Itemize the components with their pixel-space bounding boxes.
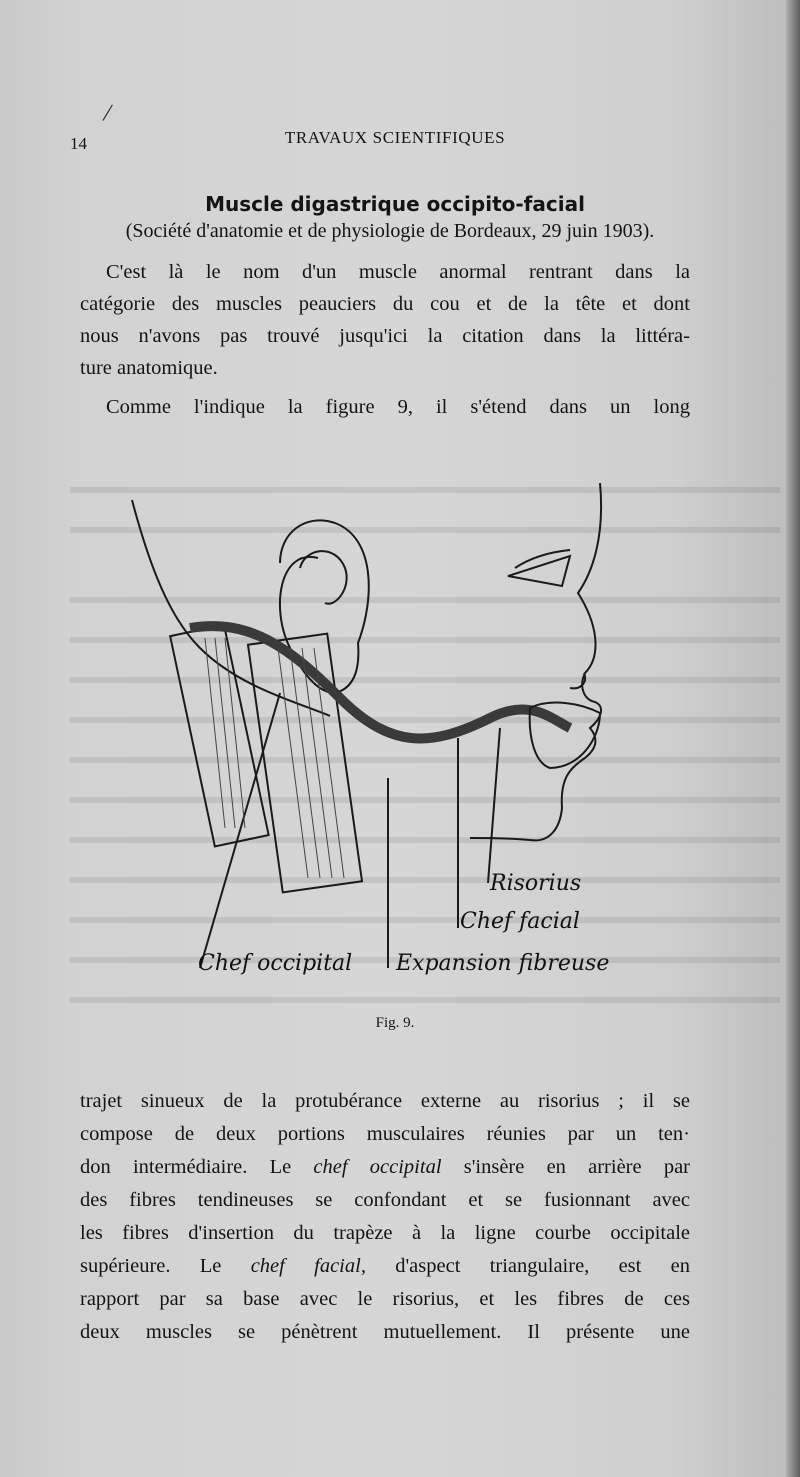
body-line-8: deux muscles se pénètrent mutuellement. Il présente une bbox=[80, 1321, 690, 1343]
body-line-5: les fibres d'insertion du trapèze à la ligne courbe occipitale bbox=[80, 1222, 690, 1244]
label-chef-occipital: Chef occipital bbox=[198, 951, 353, 976]
section-title: Muscle digastrique occipito-facial bbox=[205, 192, 585, 216]
running-head: TRAVAUX SCIENTIFIQUES bbox=[284, 128, 506, 147]
intro-line-5: Comme l'indique la figure 9, il s'étend dans un long bbox=[106, 396, 690, 418]
body-line-6-start: supérieure. Le bbox=[80, 1255, 251, 1277]
chef-facial-term: chef facial, bbox=[250, 1255, 366, 1277]
intro-line-3: nous n'avons pas trouvé jusqu'ici la citation dans la littéra- bbox=[80, 325, 690, 347]
body-line-3 bbox=[80, 1151, 690, 1183]
body-line-6-end: d'aspect triangulaire, est en bbox=[365, 1255, 690, 1277]
intro-line-4: ture anatomique. bbox=[80, 357, 218, 379]
body-line-6 bbox=[80, 1250, 690, 1282]
body-line-2: compose de deux portions musculaires réunies par un ten· bbox=[80, 1123, 690, 1145]
pencil-mark: / bbox=[101, 97, 115, 128]
anatomical-figure bbox=[130, 478, 650, 1008]
label-expansion-fibreuse: Expansion fibreuse bbox=[396, 951, 610, 976]
head-illustration bbox=[130, 478, 650, 1008]
page-edge-shadow bbox=[786, 0, 800, 1477]
head-outline bbox=[132, 500, 330, 716]
label-risorius: Risorius bbox=[490, 871, 582, 896]
leader-risorius bbox=[488, 728, 500, 883]
body-line-1: trajet sinueux de la protubérance externe au risorius ; il se bbox=[80, 1090, 690, 1112]
trapezius-muscle bbox=[170, 625, 268, 847]
face-profile bbox=[470, 483, 601, 840]
chef-occipital-term: chef occipital bbox=[313, 1156, 442, 1178]
intro-line-2: catégorie des muscles peauciers du cou et de la tête et dont bbox=[80, 293, 690, 315]
figure-caption: Fig. 9. bbox=[375, 1015, 415, 1031]
body-line-7: rapport par sa base avec le risorius, et les fibres de ces bbox=[80, 1288, 690, 1310]
ear-inner bbox=[300, 551, 347, 604]
body-line-3-end: s'insère en arrière par bbox=[441, 1156, 690, 1178]
body-line-3-start: don intermédiaire. Le bbox=[80, 1156, 314, 1178]
body-line-4: des fibres tendineuses se confondant et se fusionnant avec bbox=[80, 1189, 690, 1211]
label-chef-facial: Chef facial bbox=[460, 909, 580, 934]
eye-outline bbox=[508, 556, 570, 586]
ear-outline bbox=[280, 520, 369, 693]
section-subtitle: (Société d'anatomie et de physiologie de Bordeaux, 29 juin 1903). bbox=[125, 220, 655, 242]
page-number: 14 bbox=[70, 134, 87, 153]
intro-line-1: C'est là le nom d'un muscle anormal rentrant dans la bbox=[106, 261, 690, 283]
